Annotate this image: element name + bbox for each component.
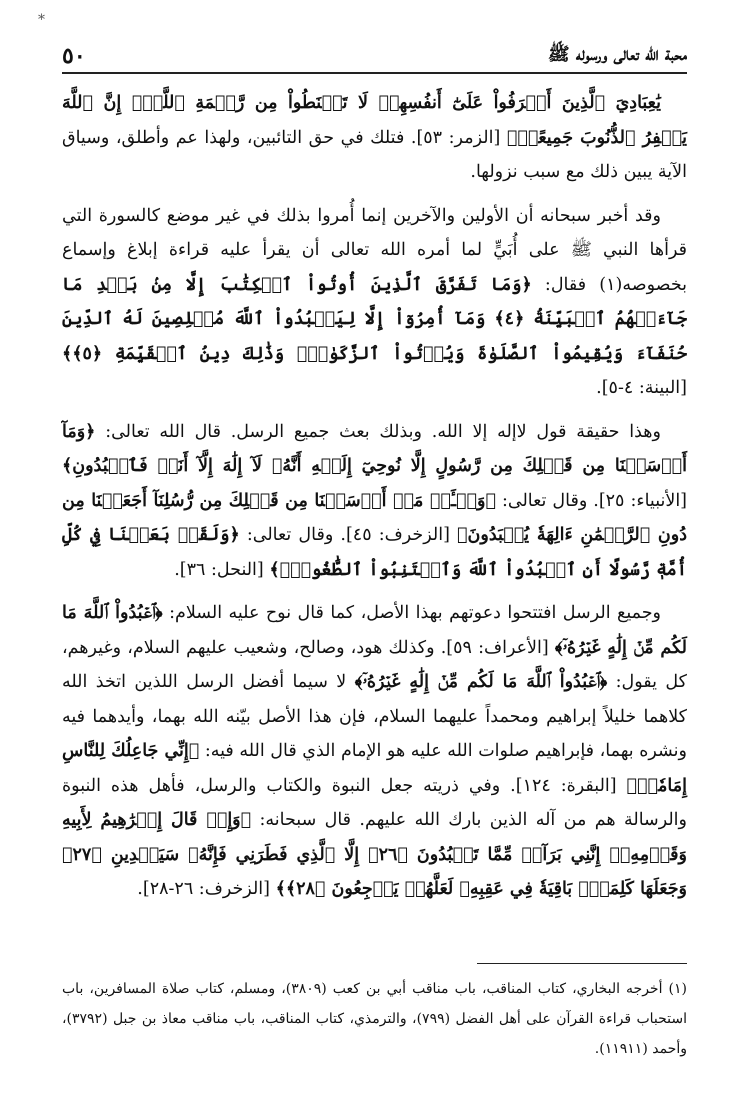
quran-verse: يَٰعِبَادِيَ ٱلَّذِينَ أَسۡرَفُواْ عَلَىٰٓ أَنفُسِهِمۡ لَا تَقۡنَطُواْ مِن رَّحۡمَةِ ٱللَّهِۚ إِنَّ ٱللَّهَ يَغۡفِرُ ٱلذُّنُوبَ جَمِيعًاۚ﴾ <box>62 93 687 148</box>
quran-verse: ﴿وَسۡـَٔلۡ مَنۡ أَرۡسَلۡنَا مِن قَبۡلِكَ مِن رُّسُلِنَآ أَجَعَلۡنَا مِن دُونِ ٱلرَّحۡمَٰنِ ءَالِهَةٗ يُعۡبَدُونَ﴾ <box>62 490 688 545</box>
paragraph <box>62 596 687 907</box>
quran-verse: ﴿إِنِّي جَاعِلُكَ لِلنَّاسِ إِمَامٗاۖ﴾ <box>62 741 687 796</box>
body-text: [الزخرف: ٢٦-٢٨]. <box>137 879 276 899</box>
quran-verse: ﴿وَمَا تَفَرَّقَ ٱلَّذِينَ أُوتُواْ ٱلۡكِتَٰبَ إِلَّا مِنۢ بَعۡدِ مَا جَآءَتۡهُمُ ٱلۡبَيِّنَةُ ﴿٤﴾ وَمَآ أُمِرُوٓاْ إِلَّا لِيَعۡبُدُواْ ٱللَّهَ مُخۡلِصِينَ لَهُ ٱلدِّينَ حُنَفَآءَ وَيُقِيمُواْ ٱلصَّلَوٰةَ وَيُؤۡتُواْ ٱلزَّكَوٰةَۚ وَذَٰلِكَ دِينُ ٱلۡقَيِّمَةِ ﴿٥﴾﴾ <box>62 274 687 364</box>
quran-verse: ﴿ٱعۡبُدُواْ ٱللَّهَ مَا لَكُم مِّنۡ إِلَٰهٍ غَيۡرُهُۥٓ﴾ <box>62 603 687 658</box>
main-text <box>62 86 687 907</box>
quran-verse: ﴿وَلَقَدۡ بَعَثۡنَا فِي كُلِّ أُمَّةٖ رَّسُولًا أَنِ ٱعۡبُدُواْ ٱللَّهَ وَٱجۡتَنِبُواْ ٱلطَّٰغُوتَۖ﴾ <box>62 525 687 580</box>
quran-verse: ﴿ٱعۡبُدُواْ ٱللَّهَ مَا لَكُم مِّنۡ إِلَٰهٍ غَيۡرُهُۥٓ﴾ <box>354 672 608 692</box>
body-text: [الزمر: ٥٣]. فتلك في حق التائبين، ولهذا عم وأطلق، وسياق الآية يبين ذلك مع سبب نزولها. <box>62 127 687 182</box>
page-number: ٥٠ <box>62 43 86 69</box>
body-text: وجميع الرسل افتتحوا دعوتهم بهذا الأصل، كما قال نوح عليه السلام: <box>162 603 661 623</box>
body-text: وهذا حقيقة قول لاإله إلا الله. وبذلك بعث جميع الرسل. قال الله تعالى: <box>95 421 661 442</box>
footnote: (١) أخرجه البخاري، كتاب المناقب، باب مناقب أبي بن كعب (٣٨٠٩)، ومسلم، كتاب صلاة المسافرين، باب استحباب قراءة القرآن على أهل الفضل (٧٩٩)، والترمذي، كتاب المناقب، باب مناقب معاذ بن جبل (٣٧٩٢)، وأحمد (١١٩١١). <box>62 981 687 1057</box>
corner-mark: * <box>38 12 45 28</box>
quran-verse: ﴿وَإِذۡ قَالَ إِبۡرَٰهِيمُ لِأَبِيهِ وَقَوۡمِهِۦٓ إِنَّنِي بَرَآءٞ مِّمَّا تَعۡبُدُونَ ﴿٢٦﴾ إِلَّا ٱلَّذِي فَطَرَنِي فَإِنَّهُۥ سَيَهۡدِينِ ﴿٢٧﴾ وَجَعَلَهَا كَلِمَةَۢ بَاقِيَةٗ فِي عَقِبِهِۦ لَعَلَّهُمۡ يَرۡجِعُونَ ﴿٢٨﴾﴾ <box>62 810 687 899</box>
body-text: وقد أخبر سبحانه أن الأولين والآخرين إنما أُمروا بذلك في غير موضع كالسورة التي قرأها النبي ﷺ على أُبَيٍّ لما أمره الله تعالى أن يقرأ عليه قراءة إبلاغ وإسماع بخصوصه(١) فقال: <box>62 205 687 295</box>
body-text: [الأنبياء: ٢٥]. وقال تعالى: <box>495 490 688 511</box>
paragraph <box>62 199 687 406</box>
paragraph <box>62 86 687 190</box>
body-text: [الزخرف: ٤٥]. وقال تعالى: <box>239 525 458 545</box>
quran-verse: ﴿وَمَآ أَرۡسَلۡنَا مِن قَبۡلِكَ مِن رَّسُولٍ إِلَّا نُوحِيٓ إِلَيۡهِ أَنَّهُۥ لَآ إِلَٰهَ إِلَّآ أَنَا۠ فَٱعۡبُدُونِ﴾ <box>62 421 687 476</box>
paragraph <box>62 415 687 588</box>
body-text: [الأعراف: ٥٩]. وكذلك هود، وصالح، وشعيب عليهم السلام، وغيرهم، كل يقول: <box>62 637 688 692</box>
footnote-divider <box>477 963 687 964</box>
running-title: محبة الله تعالى ورسوله ﷺ <box>547 44 687 65</box>
body-text: لا سيما أفضل الرسل اللذين اتخذ الله كلاهما خليلاً إبراهيم ومحمداً عليهما السلام، فإن هذا الأصل بيّنه الله بهما، وأيدهما فيه ونشره بهما، فإبراهيم صلوات الله عليه هو الإمام الذي قال الله فيه: <box>62 672 687 761</box>
body-text: [البقرة: ١٢٤]. وفي ذريته جعل النبوة والكتاب والرسل، فأهل هذه النبوة والرسالة هم من آله الذين بارك الله عليهم. قال سبحانه: <box>62 775 687 830</box>
body-text: [البينة: ٤-٥]. <box>596 378 687 398</box>
body-text: [النحل: ٣٦]. <box>174 559 270 580</box>
page-header <box>62 40 687 74</box>
footnotes <box>62 974 687 1064</box>
